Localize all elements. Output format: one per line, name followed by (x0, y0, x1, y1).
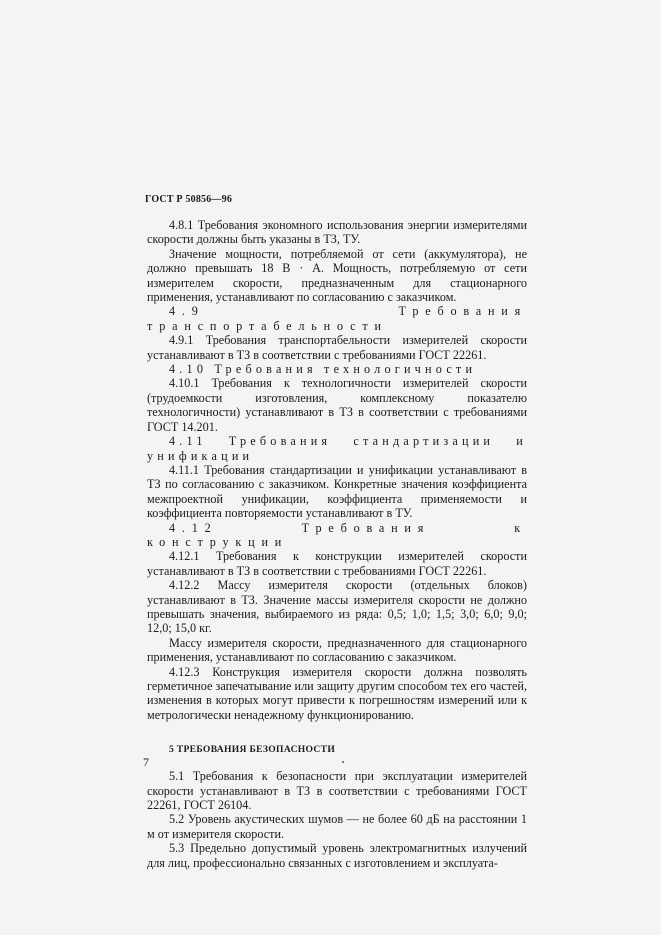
paragraph: 5.2 Уровень акустических шумов — не более 60 дБ на расстоянии 1 м от измерителя скорости. (147, 812, 527, 841)
paragraph: 4.11 Требования стандартизации и унификации (147, 434, 527, 463)
paragraph: 5.3 Предельно допустимый уровень электромагнитных излучений для лиц, профессионально связанных с изготовлением и эксплуата- (147, 841, 527, 870)
section-4-paragraphs (147, 218, 527, 722)
scan-dot (342, 761, 344, 763)
paragraph: 4.12.3 Конструкция измерителя скорости должна позволять герметичное запечатывание или защиту другим способом тех его частей, изменения в которых могут привести к погрешностям измерений или к метрологически ненадежному функционированию. (147, 664, 527, 722)
page-number: 7 (143, 755, 149, 769)
document-body (147, 218, 527, 870)
paragraph: 4.9 Требования транспортабельности (147, 304, 527, 333)
paragraph: 4.10 Требования технологичности (169, 362, 477, 377)
paragraph: 5.1 Требования к безопасности при эксплуатации измерителей скорости устанавливают в ТЗ в соответствии с требованиями ГОСТ 22261, ГОСТ 26104. (147, 769, 527, 813)
paragraph: 4.12 Требования к конструкции (147, 520, 527, 549)
paragraph: 4.12.1 Требования к конструкции измерителей скорости устанавливают в ТЗ в соответствии с требованиями ГОСТ 22261. (147, 549, 527, 578)
paragraph: Значение мощности, потребляемой от сети (аккумулятора), не должно превышать 18 В · А. Мощность, потребляемую от сети измерителем скорости, предназначенным для стационарного применения, устанавливают по согласованию с заказчиком. (147, 246, 527, 305)
paragraph: 4.10.1 Требования к технологичности измерителей скорости (трудоемкости изготовления, комплексному показателю технологичности) устанавливают в ТЗ в соответствии с требованиями ГОСТ 14.201. (147, 376, 527, 434)
paragraph: 4.11.1 Требования стандартизации и унификации устанавливают в ТЗ по согласованию с заказчиком. Конкретные значения коэффициента межпроектной унификации, коэффициента применяемости и коэффициента повторяемости устанавливают в ТУ. (147, 462, 527, 521)
paragraph: 4.8.1 Требования экономного использования энергии измерителями скорости должны быть указаны в ТЗ, ТУ. (147, 218, 527, 247)
section-5-title: 5 ТРЕБОВАНИЯ БЕЗОПАСНОСТИ (169, 744, 336, 756)
paragraph: 4.9.1 Требования транспортабельности измерителей скорости устанавливают в ТЗ в соответствии с требованиями ГОСТ 22261. (147, 333, 527, 362)
paragraph: 4.12.2 Массу измерителя скорости (отдельных блоков) устанавливают в ТЗ. Значение массы измерителя скорости не должно превышать значения, выбираемого из ряда: 0,5; 1,0; 1,5; 3,0; 6,0; 9,0; 12,0; 15,0 кг. (147, 578, 527, 636)
paragraph: Массу измерителя скорости, предназначенного для стационарного применения, устанавливают по согласованию с заказчиком. (147, 635, 527, 665)
document-header: ГОСТ Р 50856—96 (145, 194, 233, 205)
section-5-paragraphs (147, 769, 527, 870)
